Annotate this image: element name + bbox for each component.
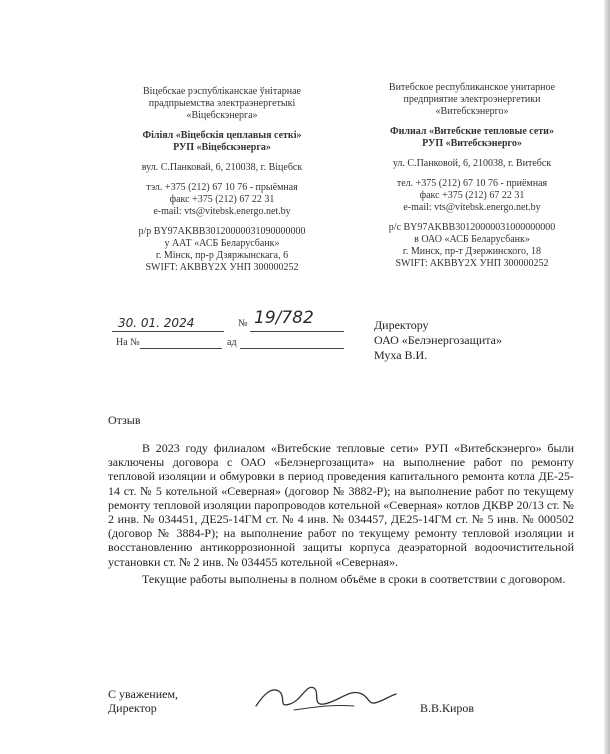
closing-block: [108, 687, 178, 715]
addressee-line-3: Муха В.И.: [374, 348, 428, 362]
branch-name-line-1: Филиал «Витебские тепловые сети»: [390, 126, 554, 137]
closing-salutation: С уважением,: [108, 687, 179, 701]
registration-date: 30. 01. 2024: [118, 316, 195, 330]
bank-name: в ОАО «АСБ Беларусбанк»: [414, 234, 530, 245]
letterhead-belarusian: [112, 86, 332, 274]
bank-account: р/р BY97AKBB30120000031090000000: [138, 226, 306, 237]
org-address: ул. С.Панковой, 6, 210038, г. Витебск: [392, 158, 552, 169]
document-title: Отзыв: [108, 413, 141, 427]
closing-position: Директор: [108, 701, 157, 715]
bank-name: у ААТ «АСБ Беларусбанк»: [164, 238, 280, 249]
bank-account: р/с BY97AKBB30120000031000000000: [388, 222, 556, 233]
registration-number: 19/782: [254, 308, 314, 328]
branch-name-line-2: РУП «Віцебскэнерга»: [173, 142, 271, 153]
bank-address: г. Мінск, пр-р Дзяржынскага, 6: [155, 250, 289, 261]
org-email: e-mail: vts@vitebsk.energo.net.by: [153, 206, 291, 217]
reference-number-label: На №: [116, 337, 140, 348]
number-underline: [250, 331, 344, 332]
org-phone: тел. +375 (212) 67 10 76 - приёмная: [396, 178, 548, 189]
addressee-line-2: ОАО «Белэнергозащита»: [374, 333, 502, 347]
org-name-line-1: Витебское республиканское унитарное: [388, 82, 556, 93]
org-name-line-3: «Віцебскэнерга»: [186, 110, 258, 121]
handwritten-signature: [250, 674, 400, 718]
bank-swift: SWIFT: AKBBY2X УНП 300000252: [395, 258, 549, 269]
letterhead-russian: [362, 82, 582, 270]
body-paragraph-2: Текущие работы выполнены в полном объёме в сроки в соответствии с договором.: [142, 571, 566, 586]
org-fax: факс +375 (212) 67 22 31: [169, 194, 275, 205]
org-name-line-2: предприятие электроэнергетики: [403, 94, 541, 105]
org-name-line-3: «Витебскэнерго»: [435, 106, 509, 117]
org-fax: факс +375 (212) 67 22 31: [419, 190, 525, 201]
bank-swift: SWIFT: AKBBY2X УНП 300000252: [145, 262, 299, 273]
branch-name-line-2: РУП «Витебскэнерго»: [422, 138, 522, 149]
page-edge-shadow: [604, 0, 610, 754]
addressee-block: [374, 318, 502, 363]
registration-number-label: №: [238, 318, 248, 329]
branch-name-line-1: Філіял «Віцебскія цеплавыя сеткі»: [142, 130, 302, 141]
org-address: вул. С.Панковай, 6, 210038, г. Віцебск: [141, 162, 303, 173]
signer-name: В.В.Киров: [420, 701, 475, 715]
reference-from-label: ад: [227, 337, 237, 348]
org-phone: тэл. +375 (212) 67 10 76 - прыёмная: [146, 182, 298, 193]
body-paragraph-1: В 2023 году филиалом «Витебские тепловые сети» РУП «Витебскэнерго» были заключены договора с ОАО «Белэнергозащита» на выполнение работ по ремонту тепловой изоляции и обмуровки в период проведения капитального ремонта котла ДЕ-25-14 ст. № 5 котельной «Северная» (договор № 3882-Р); на выполнение работ по текущему ремонту тепловой изоляции паропроводов котельной «Северная» котлов ДКВР 20/13 ст. № 2 инв. № 034451, ДЕ25-14ГМ ст. № 4 инв. № 034457, ДЕ25-14ГМ ст. № 5 инв. № 000502 (договор № 3884-Р); на выполнение работ по текущему ремонту тепловой изоляции и восстановлению антикоррозионной защиты корпуса деаэраторной водоочистительной установки ст. № 2 инв. № 034455 котельной «Северная».: [108, 441, 574, 569]
org-email: e-mail: vts@vitebsk.energo.net.by: [403, 202, 541, 213]
date-underline: [112, 331, 224, 332]
addressee-line-1: Директору: [374, 318, 429, 332]
reference-date-underline: [240, 348, 344, 349]
bank-address: г. Минск, пр-т Дзержинского, 18: [402, 246, 542, 257]
org-name-line-1: Віцебскае рэспубліканскае ўнітарнае: [143, 86, 301, 97]
letter-body: [108, 441, 574, 586]
org-name-line-2: прадпрыемства электраэнергетыкі: [148, 98, 296, 109]
reference-number-underline: [140, 348, 222, 349]
